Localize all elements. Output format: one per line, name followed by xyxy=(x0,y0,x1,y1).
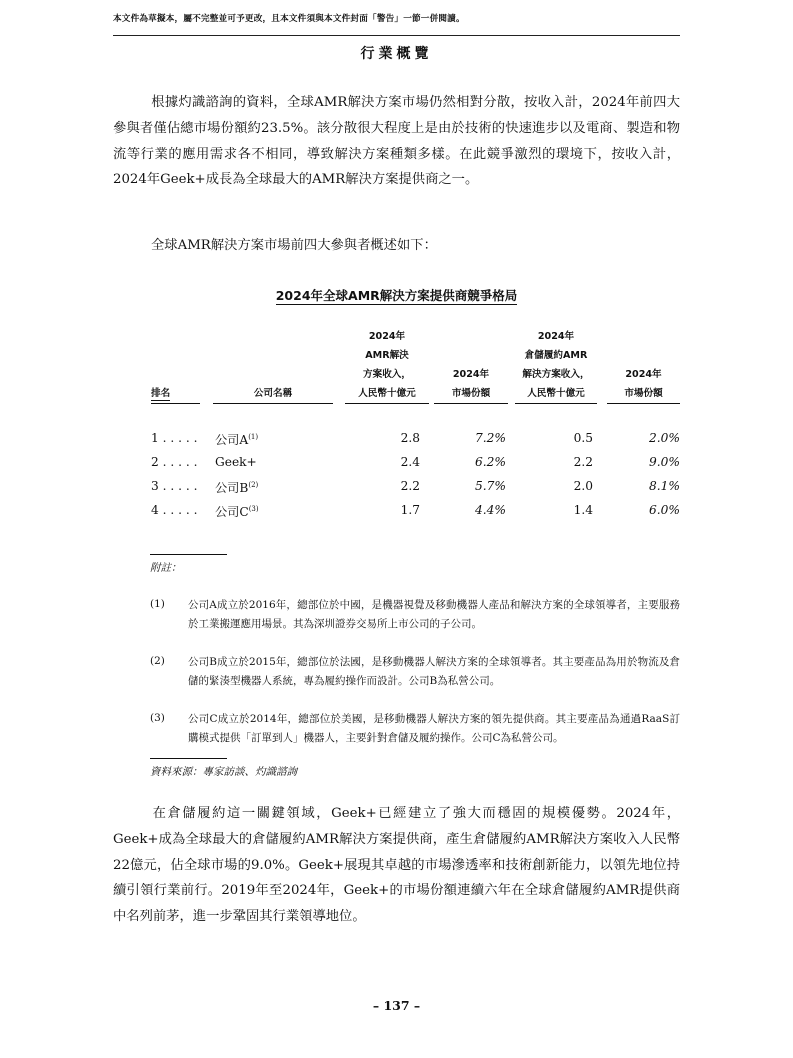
header-warehouse-revenue-underline xyxy=(515,403,597,404)
row-company-text: 公司B xyxy=(215,481,249,495)
header-amr-share xyxy=(434,365,508,403)
source-divider xyxy=(150,758,227,759)
header-warehouse-share-underline xyxy=(607,403,680,404)
row-amr-revenue: 2.4 xyxy=(400,455,420,469)
row-company-text: 公司C xyxy=(215,505,249,519)
row-company xyxy=(215,479,258,496)
paragraph-top-four-intro xyxy=(113,233,680,259)
header-company xyxy=(213,384,333,403)
header-company-text: 公司名稱 xyxy=(253,388,293,399)
header-warehouse-revenue-line3: 解決方案收入， xyxy=(522,369,590,380)
row-rank: 4 . . . . . xyxy=(151,503,198,517)
row-warehouse-share: 2.0% xyxy=(649,431,680,445)
header-amr-revenue-line1: 2024年 xyxy=(368,331,406,342)
header-amr-revenue xyxy=(345,327,429,403)
row-company xyxy=(215,503,259,520)
header-warehouse-revenue-line4: 人民幣十億元 xyxy=(527,388,585,399)
table-row xyxy=(0,503,793,523)
header-warehouse-share xyxy=(607,365,680,403)
paragraph2-text: 全球AMR解決方案市場前四大參與者概述如下： xyxy=(151,238,437,253)
header-warehouse-revenue xyxy=(515,327,597,403)
header-warehouse-share-line2: 市場份額 xyxy=(624,388,663,399)
table-title-text: 2024年全球AMR解決方案提供商競爭格局 xyxy=(275,288,518,303)
note-text: 公司C成立於2014年，總部位於美國，是移動機器人解決方案的領先提供商。其主要產品為通過RaaS訂購模式提供「訂單到人」機器人，主要針對倉儲及履約操作。公司C為私營公司。 xyxy=(188,713,680,744)
section-header: 行業概覽 xyxy=(360,46,433,62)
header-rank-underline xyxy=(151,403,200,404)
row-warehouse-share: 8.1% xyxy=(649,479,680,493)
note-number: (3) xyxy=(150,712,165,724)
note-text: 公司A成立於2016年，總部位於中國，是機器視覺及移動機器人產品和解決方案的全球領導者，主要服務於工業搬運應用場景。其為深圳證券交易所上市公司的子公司。 xyxy=(188,599,680,630)
row-company xyxy=(215,455,257,469)
draft-warning: 本文件為草擬本，屬不完整並可予更改，且本文件須與本文件封面「警告」一節一併閱讀。 xyxy=(113,14,465,24)
row-warehouse-revenue: 1.4 xyxy=(573,503,593,517)
header-amr-revenue-underline xyxy=(345,403,429,404)
paragraph1-text: 根據灼識諮詢的資料，全球AMR解決方案市場仍然相對分散，按收入計，2024年前四大參與者僅佔總市場份額約23.5%。該分散很大程度上是由於技術的快速進步以及電商、製造和物流等行業的應用需求各不相同，導致解決方案種類多樣。在此競爭激烈的環境下，按收入計，2024年Geek+成長為全球最大的AMR解決方案提供商之一。 xyxy=(113,95,680,188)
table-row xyxy=(0,431,793,451)
row-warehouse-revenue: 0.5 xyxy=(573,431,593,445)
header-amr-share-underline xyxy=(434,403,508,404)
row-amr-share: 7.2% xyxy=(475,431,506,445)
row-company-note: (3) xyxy=(248,505,259,513)
notes-divider xyxy=(150,554,227,555)
header-amr-share-line1: 2024年 xyxy=(452,369,490,380)
header-warehouse-revenue-line1: 2024年 xyxy=(537,331,575,342)
paragraph-market-fragmentation xyxy=(113,90,680,193)
row-company-text: 公司A xyxy=(215,433,249,447)
header-amr-revenue-line2: AMR解決 xyxy=(365,350,409,361)
header-rank-text: 排名 xyxy=(151,388,171,399)
table-title xyxy=(113,286,680,304)
notes-label: 附註： xyxy=(150,562,182,574)
row-company-note: (1) xyxy=(248,433,259,441)
page-number: – 137 – xyxy=(372,998,421,1013)
table-row xyxy=(0,479,793,499)
header-rank xyxy=(151,384,170,403)
header-warehouse-revenue-line2: 倉儲履約AMR xyxy=(524,350,588,361)
table-row xyxy=(0,455,793,475)
note-number: (2) xyxy=(150,655,165,667)
row-warehouse-share: 6.0% xyxy=(649,503,680,517)
row-amr-share: 5.7% xyxy=(475,479,506,493)
row-company-text: Geek+ xyxy=(215,455,257,469)
header-company-underline xyxy=(213,403,333,404)
row-warehouse-revenue: 2.2 xyxy=(573,455,593,469)
row-rank: 3 . . . . . xyxy=(151,479,198,493)
row-company-note: (2) xyxy=(248,481,259,489)
row-amr-revenue: 1.7 xyxy=(400,503,420,517)
header-rule xyxy=(113,35,680,36)
row-amr-share: 4.4% xyxy=(475,503,506,517)
row-rank: 1 . . . . . xyxy=(151,431,198,445)
note-number: (1) xyxy=(150,598,165,610)
row-amr-revenue: 2.2 xyxy=(400,479,420,493)
row-amr-revenue: 2.8 xyxy=(400,431,420,445)
header-warehouse-share-line1: 2024年 xyxy=(625,369,662,380)
note-text: 公司B成立於2015年，總部位於法國，是移動機器人解決方案的全球領導者。其主要產品為用於物流及倉儲的緊湊型機器人系統，專為履約操作而設計。公司B為私營公司。 xyxy=(188,656,680,687)
row-warehouse-share: 9.0% xyxy=(649,455,680,469)
paragraph3-text: 在倉儲履約這一關鍵領域，Geek+已經建立了強大而穩固的規模優勢。2024年，Geek+成為全球最大的倉儲履約AMR解決方案提供商，產生倉儲履約AMR解決方案收入人民幣22億元，佔全球市場的9.0%。Geek+展現其卓越的市場滲透率和技術創新能力，以領先地位持續引領行業前行。2019年至2024年，Geek+的市場份額連續六年在全球倉儲履約AMR提供商中名列前茅，進一步鞏固其行業領導地位。 xyxy=(113,806,680,925)
header-amr-revenue-line3: 方案收入， xyxy=(363,369,411,380)
header-amr-share-line2: 市場份額 xyxy=(451,388,491,399)
row-company xyxy=(215,431,258,448)
header-amr-revenue-line4: 人民幣十億元 xyxy=(358,388,416,399)
source-line: 資料來源：專家訪談、灼識諮詢 xyxy=(150,766,297,778)
row-warehouse-revenue: 2.0 xyxy=(573,479,593,493)
paragraph-geek-leadership xyxy=(113,801,680,930)
row-amr-share: 6.2% xyxy=(475,455,506,469)
row-rank: 2 . . . . . xyxy=(151,455,198,469)
